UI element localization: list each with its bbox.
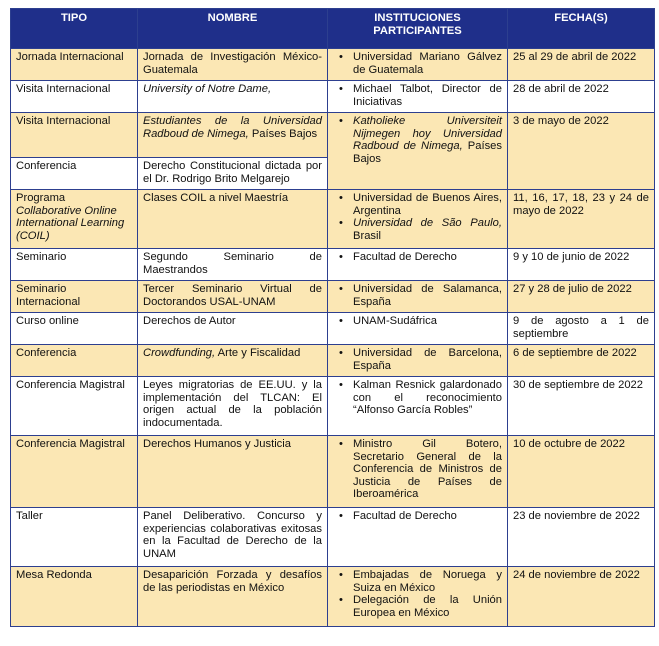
cell-tipo: Taller [11,508,138,567]
cell-instituciones [328,81,508,113]
list-item: • Facultad de Derecho [353,510,502,523]
cell-nombre [138,345,328,377]
nombre-italic: Estudiantes de la Universidad Radboud de Nimega, [143,115,322,140]
list-item: • Embajadas de Noruega y Suiza en México [353,569,502,594]
cell-fecha: 3 de mayo de 2022 [508,113,655,190]
list-item: • Delegación de la Unión Europea en México [353,594,502,619]
cell-tipo: Visita Internacional [11,113,138,158]
cell-fecha: 30 de septiembre de 2022 [508,377,655,436]
cell-instituciones [328,281,508,313]
cell-instituciones [328,567,508,627]
list-item: • Universidad de Salamanca, España [353,283,502,308]
table-row [11,81,655,113]
list-item: • Universidad Mariano Gálvez de Guatemala [353,51,502,76]
list-item: • Universidad de Barcelona, España [353,347,502,372]
list-item: • Kalman Resnick galardonado con el reconocimiento “Alfonso García Robles” [353,379,502,417]
header-fechas: FECHA(S) [508,9,655,49]
cell-fecha: 24 de noviembre de 2022 [508,567,655,627]
cell-tipo: Seminario [11,249,138,281]
list-item: • Universidad de Buenos Aires, Argentina [353,192,502,217]
events-table [10,8,655,627]
table-row [11,113,655,158]
cell-fecha: 11, 16, 17, 18, 23 y 24 de mayo de 2022 [508,190,655,249]
cell-instituciones [328,49,508,81]
list-item: • UNAM-Sudáfrica [353,315,502,328]
cell-tipo: Conferencia Magistral [11,436,138,508]
nombre-rest: Países Bajos [248,127,318,140]
cell-fecha: 25 al 29 de abril de 2022 [508,49,655,81]
cell-tipo: Visita Internacional [11,81,138,113]
cell-tipo: Mesa Redonda [11,567,138,627]
nombre-rest: Arte y Fiscalidad [215,347,301,359]
events-table-container [10,8,655,627]
list-item: • Michael Talbot, Director de Iniciativas [353,83,502,108]
table-row [11,508,655,567]
cell-nombre: Derecho Constitucional dictada por el Dr. Rodrigo Brito Melgarejo [138,158,328,190]
cell-tipo: Conferencia [11,345,138,377]
cell-nombre: Desaparición Forzada y desafíos de las periodistas en México [138,567,328,627]
table-row [11,313,655,345]
cell-nombre: Jornada de Investigación México-Guatemala [138,49,328,81]
cell-instituciones [328,313,508,345]
cell-instituciones [328,436,508,508]
cell-fecha: 9 y 10 de junio de 2022 [508,249,655,281]
cell-nombre: Derechos de Autor [138,313,328,345]
table-row [11,377,655,436]
table-row [11,567,655,627]
cell-instituciones [328,377,508,436]
table-row [11,436,655,508]
cell-nombre [138,113,328,158]
tipo-italic: Collaborative Online International Learning (COIL) [16,204,125,242]
cell-nombre: Leyes migratorias de EE.UU. y la implementación del TLCAN: El origen actual de la población indocumentada. [138,377,328,436]
cell-fecha: 23 de noviembre de 2022 [508,508,655,567]
cell-nombre: Segundo Seminario de Maestrandos [138,249,328,281]
table-row [11,190,655,249]
table-row [11,249,655,281]
table-row [11,281,655,313]
inst-italic: Universidad de São Paulo, [353,217,502,230]
cell-instituciones [328,508,508,567]
header-nombre: NOMBRE [138,9,328,49]
cell-fecha: 6 de septiembre de 2022 [508,345,655,377]
inst-rest: Brasil [353,229,381,242]
list-item [353,217,502,242]
list-item [353,115,502,165]
cell-fecha: 10 de octubre de 2022 [508,436,655,508]
header-tipo: TIPO [11,9,138,49]
cell-fecha: 28 de abril de 2022 [508,81,655,113]
cell-fecha: 9 de agosto a 1 de septiembre [508,313,655,345]
cell-nombre: Clases COIL a nivel Maestría [138,190,328,249]
cell-nombre: Derechos Humanos y Justicia [138,436,328,508]
cell-tipo [11,190,138,249]
cell-nombre: Panel Deliberativo. Concurso y experiencias colaborativas exitosas en la Facultad de Derecho de la UNAM [138,508,328,567]
list-item: • Facultad de Derecho [353,251,502,264]
cell-nombre: University of Notre Dame, [138,81,328,113]
cell-tipo: Conferencia Magistral [11,377,138,436]
cell-tipo: Curso online [11,313,138,345]
cell-tipo: Seminario Internacional [11,281,138,313]
inst-italic: Katholieke Universiteit Nijmegen hoy Universidad Radboud de Nimega, [353,115,502,153]
tipo-main: Programa [16,192,66,204]
table-row [11,345,655,377]
cell-fecha: 27 y 28 de julio de 2022 [508,281,655,313]
cell-instituciones [328,190,508,249]
nombre-italic: Crowdfunding, [143,347,216,359]
cell-instituciones [328,345,508,377]
cell-instituciones [328,113,508,190]
list-item: • Ministro Gil Botero, Secretario General de la Conferencia de Ministros de Justicia de Países de Iberoamérica [353,438,502,501]
cell-tipo: Jornada Internacional [11,49,138,81]
cell-nombre: Tercer Seminario Virtual de Doctorandos USAL-UNAM [138,281,328,313]
cell-tipo: Conferencia [11,158,138,190]
table-row [11,49,655,81]
header-instituciones: INSTITUCIONES PARTICIPANTES [328,9,508,49]
header-row [11,9,655,49]
cell-instituciones [328,249,508,281]
inst-rest: Países Bajos [353,140,502,165]
